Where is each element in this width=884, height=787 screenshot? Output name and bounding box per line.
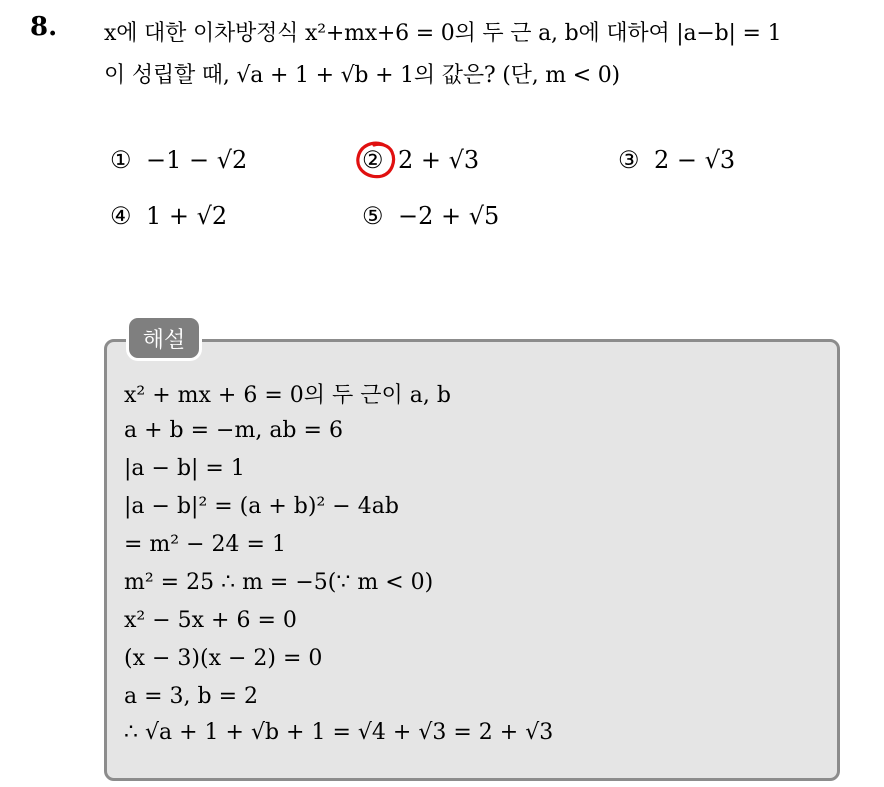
question-number: 8. xyxy=(30,12,58,42)
solution-line-10: ∴ √a + 1 + √b + 1 = √4 + √3 = 2 + √3 xyxy=(124,720,554,745)
choice-4[interactable] xyxy=(110,202,227,230)
solution-line-7: x² − 5x + 6 = 0 xyxy=(124,608,297,633)
choice-1-text: −1 − √2 xyxy=(146,146,248,174)
solution-line-6: m² = 25 ∴ m = −5(∵ m < 0) xyxy=(124,570,434,595)
choice-3[interactable] xyxy=(618,146,735,174)
solution-line-1: x² + mx + 6 = 0의 두 근이 a, b xyxy=(124,383,451,408)
choice-5-mark: ⑤ xyxy=(362,202,384,230)
choice-5-text: −2 + √5 xyxy=(398,202,500,230)
question-text-line-2: 이 성립할 때, √a + 1 + √b + 1의 값은? (단, m < 0) xyxy=(104,63,620,88)
answer-circle-icon xyxy=(354,139,398,181)
choice-2-text: 2 + √3 xyxy=(398,146,480,174)
solution-line-5: = m² − 24 = 1 xyxy=(124,532,286,557)
solution-line-4: |a − b|² = (a + b)² − 4ab xyxy=(124,494,399,519)
choice-4-text: 1 + √2 xyxy=(146,202,228,230)
solution-line-3: |a − b| = 1 xyxy=(124,456,245,481)
choice-3-text: 2 − √3 xyxy=(654,146,736,174)
question-text-line-1: x에 대한 이차방정식 x²+mx+6 = 0의 두 근 a, b에 대하여 |a−b| = 1 xyxy=(104,21,782,46)
choice-2-mark: ② xyxy=(362,146,384,174)
choice-5[interactable] xyxy=(362,202,499,230)
choice-1[interactable] xyxy=(110,146,247,174)
choice-3-mark: ③ xyxy=(618,146,640,174)
solution-line-2: a + b = −m, ab = 6 xyxy=(124,418,343,443)
choice-4-mark: ④ xyxy=(110,202,132,230)
solution-line-9: a = 3, b = 2 xyxy=(124,684,259,709)
choice-1-mark: ① xyxy=(110,146,132,174)
solution-label: 해설 xyxy=(129,318,199,358)
solution-line-8: (x − 3)(x − 2) = 0 xyxy=(124,646,323,671)
